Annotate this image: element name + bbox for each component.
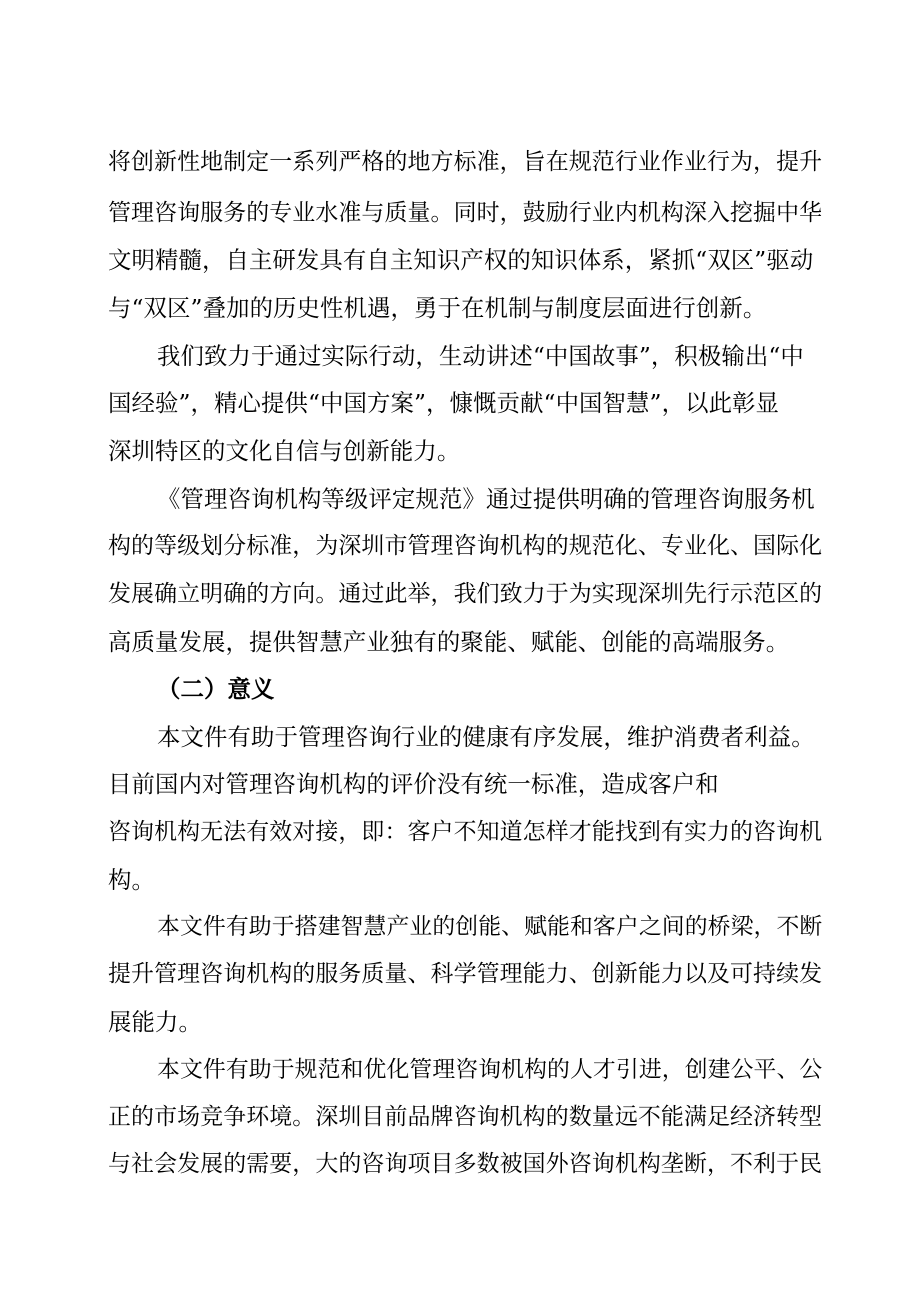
paragraph-line: 构的等级划分标准，为深圳市管理咨询机构的规范化、专业化、国际化 xyxy=(108,533,823,559)
paragraph-line: 提升管理咨询机构的服务质量、科学管理能力、创新能力以及可持续发 xyxy=(108,961,823,987)
paragraph-line: 国经验”，精心提供“中国方案”，慷慨贡献“中国智慧”，以此彰显 xyxy=(108,389,780,417)
paragraph-line: 高质量发展，提供智慧产业独有的聚能、赋能、创能的高端服务。 xyxy=(108,628,790,656)
paragraph-line: 与“双区”叠加的历史性机遇，勇于在机制与制度层面进行创新。 xyxy=(108,294,767,322)
paragraph-line: 目前国内对管理咨询机构的评价没有统一标准，造成客户和 xyxy=(108,770,719,798)
paragraph-line: 构。 xyxy=(108,866,155,894)
paragraph-line: 将创新性地制定一系列严格的地方标准，旨在规范行业作业行为，提升 xyxy=(108,149,823,175)
paragraph-line: 发展确立明确的方向。通过此举，我们致力于为实现深圳先行示范区的 xyxy=(108,581,823,607)
paragraph-line: 本文件有助于管理咨询行业的健康有序发展，维护消费者利益。 xyxy=(157,723,815,751)
paragraph-line: 展能力。 xyxy=(108,1008,202,1036)
paragraph-line: 咨询机构无法有效对接，即：客户不知道怎样才能找到有实力的咨询机 xyxy=(108,819,823,845)
paragraph-line: 本文件有助于规范和优化管理咨询机构的人才引进，创建公平、公 xyxy=(157,1057,823,1083)
paragraph-line: 与社会发展的需要，大的咨询项目多数被国外咨询机构垄断，不利于民 xyxy=(108,1151,823,1177)
paragraph-line: 本文件有助于搭建智慧产业的创能、赋能和客户之间的桥梁，不断 xyxy=(157,914,823,940)
paragraph-line: 正的市场竞争环境。深圳目前品牌咨询机构的数量远不能满足经济转型 xyxy=(108,1104,823,1130)
paragraph-line: 管理咨询服务的专业水准与质量。同时，鼓励行业内机构深入挖掘中华 xyxy=(108,200,823,226)
section-heading: （二）意义 xyxy=(157,675,275,703)
paragraph-line: 深圳特区的文化自信与创新能力。 xyxy=(108,437,461,465)
paragraph-line: 文明精髓，自主研发具有自主知识产权的知识体系，紧抓“双区”驱动 xyxy=(108,246,814,274)
paragraph-line: 我们致力于通过实际行动，生动讲述“中国故事”，积极输出“中 xyxy=(157,342,804,370)
paragraph-line: 《管理咨询机构等级评定规范》通过提供明确的管理咨询服务机 xyxy=(157,485,815,513)
